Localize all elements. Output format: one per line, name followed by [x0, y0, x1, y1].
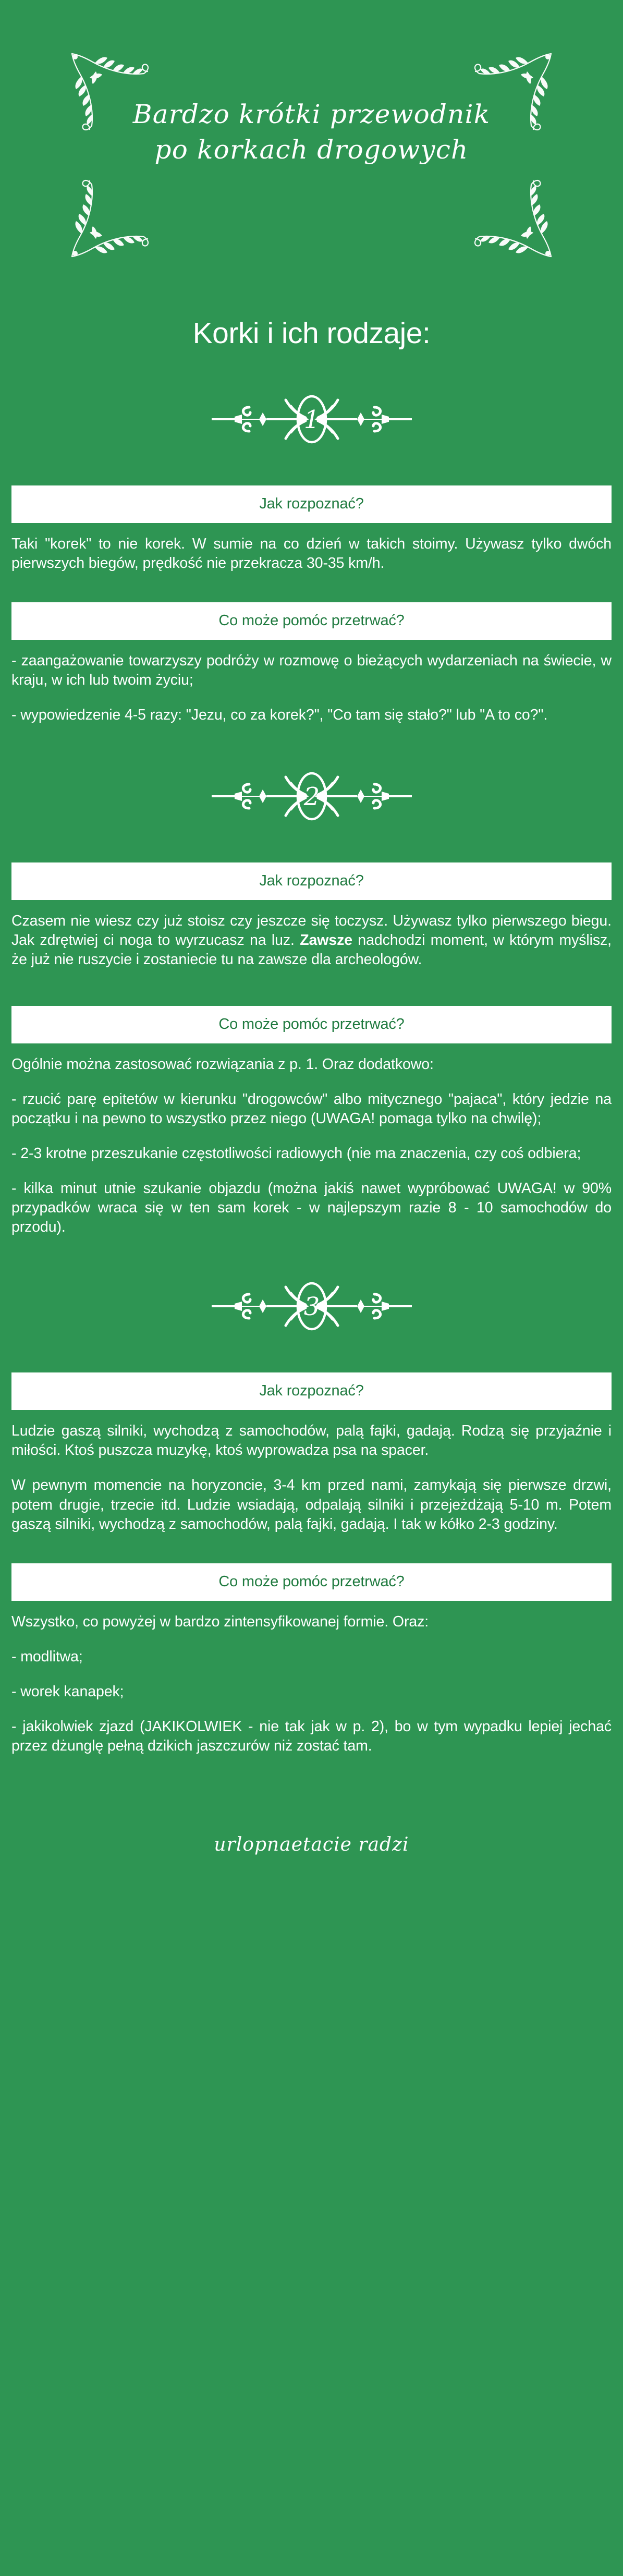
section-1-recognize-heading: Jak rozpoznać? — [11, 485, 612, 523]
ornamental-divider-2-icon — [207, 765, 416, 827]
ornamental-divider-3-icon — [207, 1275, 416, 1337]
section-3-survive-heading: Co może pomóc przetrwać? — [11, 1563, 612, 1601]
section-1-content — [0, 485, 623, 727]
section-2-survive-heading: Co może pomóc przetrwać? — [11, 1006, 612, 1043]
spacer — [11, 589, 612, 602]
divider-number-2: 2 — [303, 782, 320, 811]
section-1-survive-heading: Co może pomóc przetrwać? — [11, 602, 612, 640]
poster-title-line-2: po korkach drogowych — [154, 135, 469, 165]
section-1-recognize-text: Taki "korek" to nie korek. W sumie na co dzień w takich stoimy. Używasz tylko dwóch pierwszych biegów, prędkość nie przekracza 30-35 km/h. — [11, 535, 612, 572]
divider-number-3: 3 — [303, 1292, 320, 1322]
section-2-survive-intro: Ogólnie można zastosować rozwiązania z p. 1. Oraz dodatkowo: — [11, 1056, 434, 1073]
section-1-survive-bullet-1: - zaangażowanie towarzyszy podróży w rozmowę o bieżących wydarzeniach na świecie, w kraju, w ich lub twoim życiu; — [11, 652, 612, 688]
spacer — [11, 985, 612, 1006]
section-2-survive-bullet-3: - kilka minut utnie szukanie objazdu (można jakiś nawet wypróbować UWAGA! w 90% przypadków wraca się w ten sam korek - w najlepszym razie 8 - 10 samochodów do przodu). — [11, 1180, 612, 1236]
poster-title — [0, 96, 623, 167]
vine-ornament-bottom-left-icon — [63, 172, 156, 266]
ornamental-divider-1-icon — [207, 388, 416, 450]
section-3-recognize-text-2: W pewnym momencie na horyzoncie, 3-4 km przed nami, zamykają się pierwsze drzwi, potem drugie, trzecie itd. Ludzie wsiadają, odpalają silniki i przejeżdżają 5-10 m. Potem gaszą silniki, wychodzą z samochodów, palą fajki, gadają. I tak w kółko 2-3 godziny. — [11, 1477, 612, 1533]
page-title: Korki i ich rodzaje: — [192, 317, 431, 350]
emphasised-word: Zawsze — [300, 931, 352, 949]
section-1 — [0, 388, 623, 727]
poster-header — [0, 0, 623, 292]
section-2-recognize-text: Czasem nie wiesz czy już stoisz czy jeszcze się toczysz. Używasz tylko pierwszego biegu. Jak zdrętwiej ci noga to wyrzucasz na luz. Zawsze nadchodzi moment, w którym myślisz, że już nie ruszycie i zostaniecie tu na zawsze dla archeologów. — [11, 912, 612, 968]
poster-footer — [0, 1756, 623, 1887]
section-1-survive-bullet-2: - wypowiedzenie 4-5 razy: "Jezu, co za korek?", "Co tam się stało?" lub "A to co?". — [11, 706, 548, 723]
section-2 — [0, 765, 623, 1237]
brand-signature: urlopnaetacie radzi — [214, 1833, 409, 1855]
poster-title-line-1: Bardzo krótki przewodnik — [132, 99, 491, 129]
section-2-survive-bullet-1: - rzucić parę epitetów w kierunku "drogowców" albo mitycznego "pajaca", który jedzie na początku i na pewno to wszystko przez niego (UWAGA! pomaga tylko na chwilę); — [11, 1091, 612, 1127]
section-3-survive-bullet-2: - worek kanapek; — [11, 1683, 124, 1700]
section-2-recognize-heading: Jak rozpoznać? — [11, 862, 612, 900]
section-3-survive-bullet-3: - jakikolwiek zjazd (JAKIKOLWIEK - nie tak jak w p. 2), bo w tym wypadku lepiej jechać przez dżunglę pełną dzikich jaszczurów niż zostać tam. — [11, 1718, 612, 1754]
section-3-survive-intro: Wszystko, co powyżej w bardzo zintensyfikowanej formie. Oraz: — [11, 1613, 429, 1630]
section-3-survive-bullet-1: - modlitwa; — [11, 1648, 83, 1665]
section-3-recognize-heading: Jak rozpoznać? — [11, 1372, 612, 1410]
section-3-recognize-text-1: Ludzie gaszą silniki, wychodzą z samochodów, palą fajki, gadają. Rodzą się przyjaźnie i miłości. Ktoś puszcza muzykę, ktoś wyprowadza psa na spacer. — [11, 1423, 612, 1459]
section-2-survive-bullet-2: - 2-3 krotne przeszukanie częstotliwości radiowych (nie ma znaczenia, czy coś odbiera; — [11, 1145, 581, 1162]
section-2-content — [0, 862, 623, 1237]
section-3-content — [0, 1372, 623, 1755]
vine-ornament-bottom-right-icon — [467, 172, 560, 266]
spacer — [11, 1550, 612, 1563]
divider-number-1: 1 — [303, 405, 320, 434]
section-3 — [0, 1275, 623, 1755]
